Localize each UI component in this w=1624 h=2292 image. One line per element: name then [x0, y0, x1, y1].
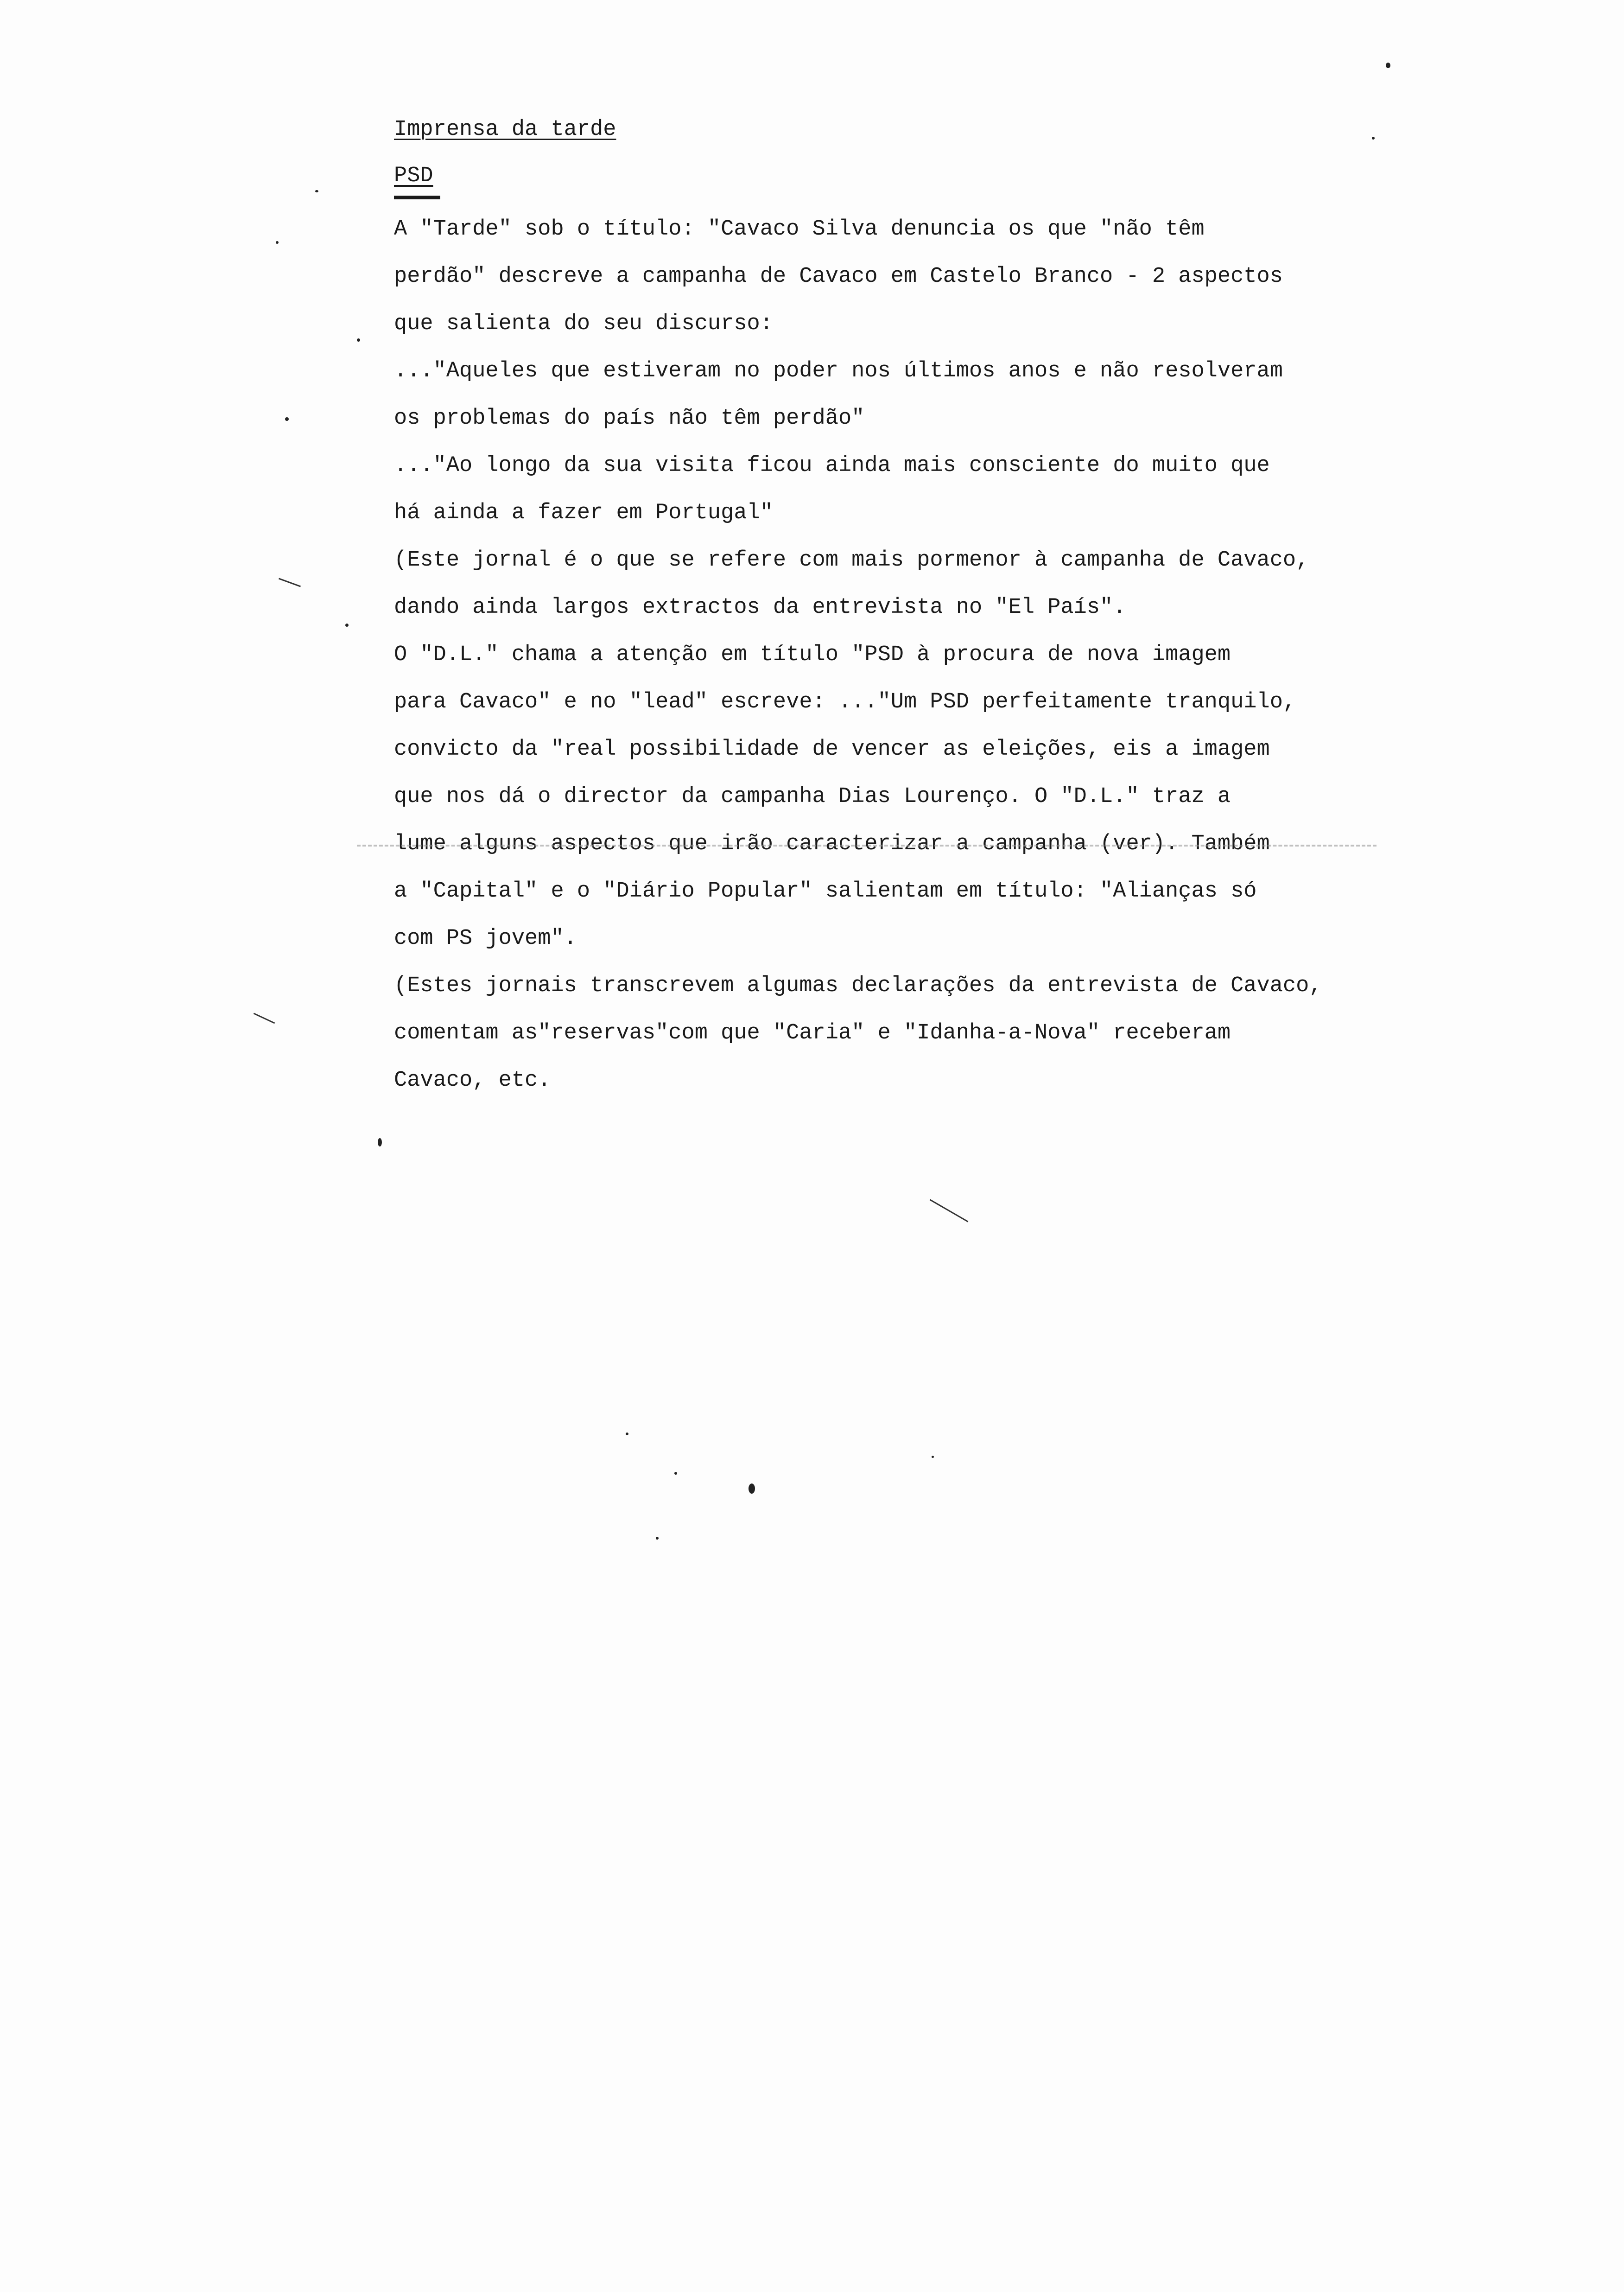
text-line: para Cavaco" e no "lead" escreve: ..."Um PSD perfeitamente tranquilo, [394, 690, 1296, 714]
scan-artifact-line [357, 845, 1377, 850]
scan-stroke [254, 1013, 275, 1024]
text-line: que nos dá o director da campanha Dias Lourenço. O "D.L." traz a [394, 784, 1231, 809]
document-heading: Imprensa da tarde [394, 117, 616, 142]
scan-stroke [279, 578, 301, 587]
scan-speck [285, 417, 289, 421]
scan-stroke [930, 1199, 969, 1222]
text-line: a "Capital" e o "Diário Popular" salientam em título: "Alianças só [394, 879, 1257, 904]
scan-speck [1372, 137, 1375, 140]
scan-speck [674, 1472, 677, 1475]
text-line: (Estes jornais transcrevem algumas declarações da entrevista de Cavaco, [394, 974, 1322, 998]
text-line: lume alguns aspectos que irão caracterizar a campanha (ver). Também [394, 832, 1270, 856]
document-lines [394, 206, 1404, 1104]
scan-speck [626, 1432, 628, 1435]
scan-speck [276, 241, 279, 244]
text-line: (Este jornal é o que se refere com mais pormenor à campanha de Cavaco, [394, 548, 1309, 573]
document-body [394, 116, 1404, 1104]
section-title: PSD [394, 162, 433, 190]
scan-speck [656, 1537, 659, 1540]
text-line: há ainda a fazer em Portugal" [394, 501, 773, 525]
text-line: A "Tarde" sob o título: "Cavaco Silva denuncia os que "não têm [394, 217, 1205, 242]
text-line: convicto da "real possibilidade de vencer as eleições, eis a imagem [394, 737, 1270, 762]
scan-speck [315, 190, 318, 192]
text-line: com PS jovem". [394, 926, 577, 951]
text-line: Cavaco, etc. [394, 1068, 551, 1093]
scan-speck [345, 624, 349, 627]
text-line: que salienta do seu discurso: [394, 312, 773, 336]
scan-speck [357, 338, 360, 342]
text-line: O "D.L." chama a atenção em título "PSD à procura de nova imagem [394, 643, 1231, 667]
text-line: os problemas do país não têm perdão" [394, 406, 865, 431]
text-line: ..."Ao longo da sua visita ficou ainda mais consciente do muito que [394, 453, 1270, 478]
scan-speck [1386, 63, 1390, 68]
scan-speck [378, 1138, 382, 1146]
text-line: comentam as"reservas"com que "Caria" e "Idanha-a-Nova" receberam [394, 1021, 1231, 1045]
scan-speck [932, 1456, 934, 1458]
text-line: dando ainda largos extractos da entrevista no "El País". [394, 595, 1126, 620]
scan-speck [749, 1483, 755, 1494]
text-line: perdão" descreve a campanha de Cavaco em Castelo Branco - 2 aspectos [394, 264, 1283, 289]
text-line: ..."Aqueles que estiveram no poder nos últimos anos e não resolveram [394, 359, 1283, 383]
